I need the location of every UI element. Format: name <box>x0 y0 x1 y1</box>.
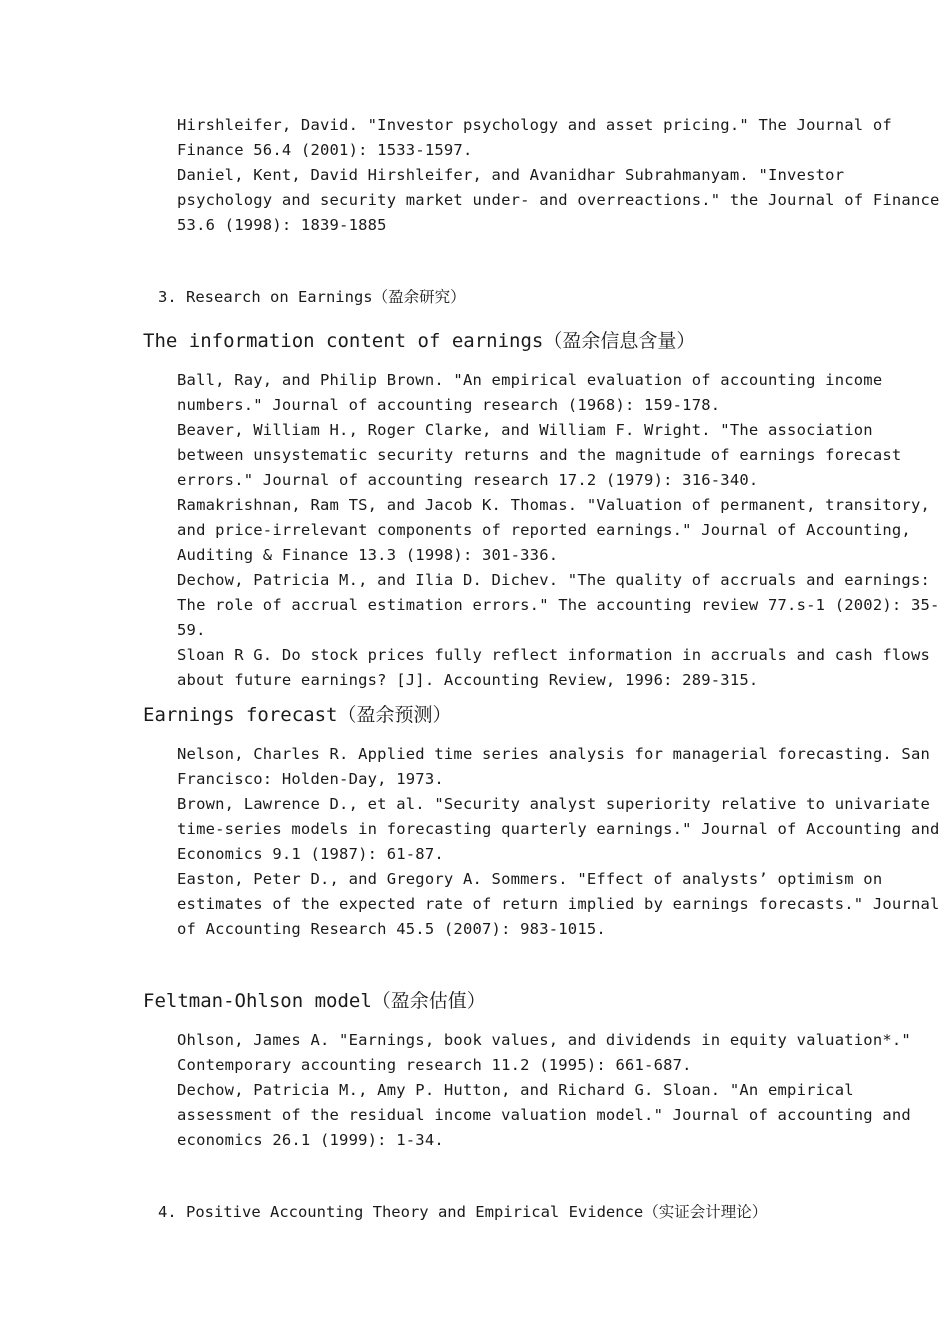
reference-entry: Hirshleifer, David. "Investor psychology and asset pricing." The Journal of Finance 56.4 (2001): 1533-1597. <box>177 116 902 159</box>
reference-entry: Daniel, Kent, David Hirshleifer, and Avanidhar Subrahmanyam. "Investor psychology and security market under- and overreactions." the Journal of Finance 53.6 (1998): 1839-1885 <box>177 166 950 234</box>
subheading-earnings-valuation: Feltman-Ohlson model（盈余估值） <box>143 990 486 1012</box>
reference-entry: Brown, Lawrence D., et al. "Security analyst superiority relative to univariate time-series models in forecasting quarterly earnings." Journal of Accounting and Economics 9.1 (1987): 61-87. <box>177 795 950 863</box>
reference-entry: Easton, Peter D., and Gregory A. Sommers. "Effect of analysts’ optimism on estimates of the expected rate of return implied by earnings forecasts." Journal of Accounting Research 45.5 (2007): 983-1015. <box>177 870 950 938</box>
reference-entry: Sloan R G. Do stock prices fully reflect information in accruals and cash flows about future earnings? [J]. Accounting Review, 1996: 289-315. <box>177 646 940 689</box>
reference-entry: Ball, Ray, and Philip Brown. "An empirical evaluation of accounting income numbers." Journal of accounting research (1968): 159-178. <box>177 371 892 414</box>
reference-entry: Dechow, Patricia M., Amy P. Hutton, and Richard G. Sloan. "An empirical assessment of the residual income valuation model." Journal of accounting and economics 26.1 (1999): 1-34. <box>177 1081 921 1149</box>
reference-group-information-content <box>177 368 947 693</box>
reference-group-earnings-valuation <box>177 1028 947 1153</box>
reference-entry: Beaver, William H., Roger Clarke, and William F. Wright. "The association between unsystematic security returns and the magnitude of earnings forecast errors." Journal of accounting research 17.2 (1979): 316-340. <box>177 421 911 489</box>
reference-entry: Nelson, Charles R. Applied time series analysis for managerial forecasting. San Francisco: Holden-Day, 1973. <box>177 745 940 788</box>
subheading-information-content: The information content of earnings（盈余信息含量） <box>143 330 696 352</box>
reference-entry: Ohlson, James A. "Earnings, book values, and dividends in equity valuation*." Contemporary accounting research 11.2 (1995): 661-687. <box>177 1031 921 1074</box>
reference-entry: Ramakrishnan, Ram TS, and Jacob K. Thomas. "Valuation of permanent, transitory, and price-irrelevant components of reported earnings." Journal of Accounting, Auditing & Finance 13.3 (1998): 301-336. <box>177 496 940 564</box>
reference-entry: Dechow, Patricia M., and Ilia D. Dichev. "The quality of accruals and earnings: The role of accrual estimation errors." The accounting review 77.s-1 (2002): 35-59. <box>177 571 940 639</box>
reference-group-behavioral <box>177 113 950 238</box>
reference-group-earnings-forecast <box>177 742 950 942</box>
section-heading-3: 3. Research on Earnings（盈余研究） <box>158 288 466 306</box>
section-heading-4: 4. Positive Accounting Theory and Empirical Evidence（实证会计理论） <box>158 1203 768 1221</box>
subheading-earnings-forecast: Earnings forecast（盈余预测） <box>143 704 452 726</box>
